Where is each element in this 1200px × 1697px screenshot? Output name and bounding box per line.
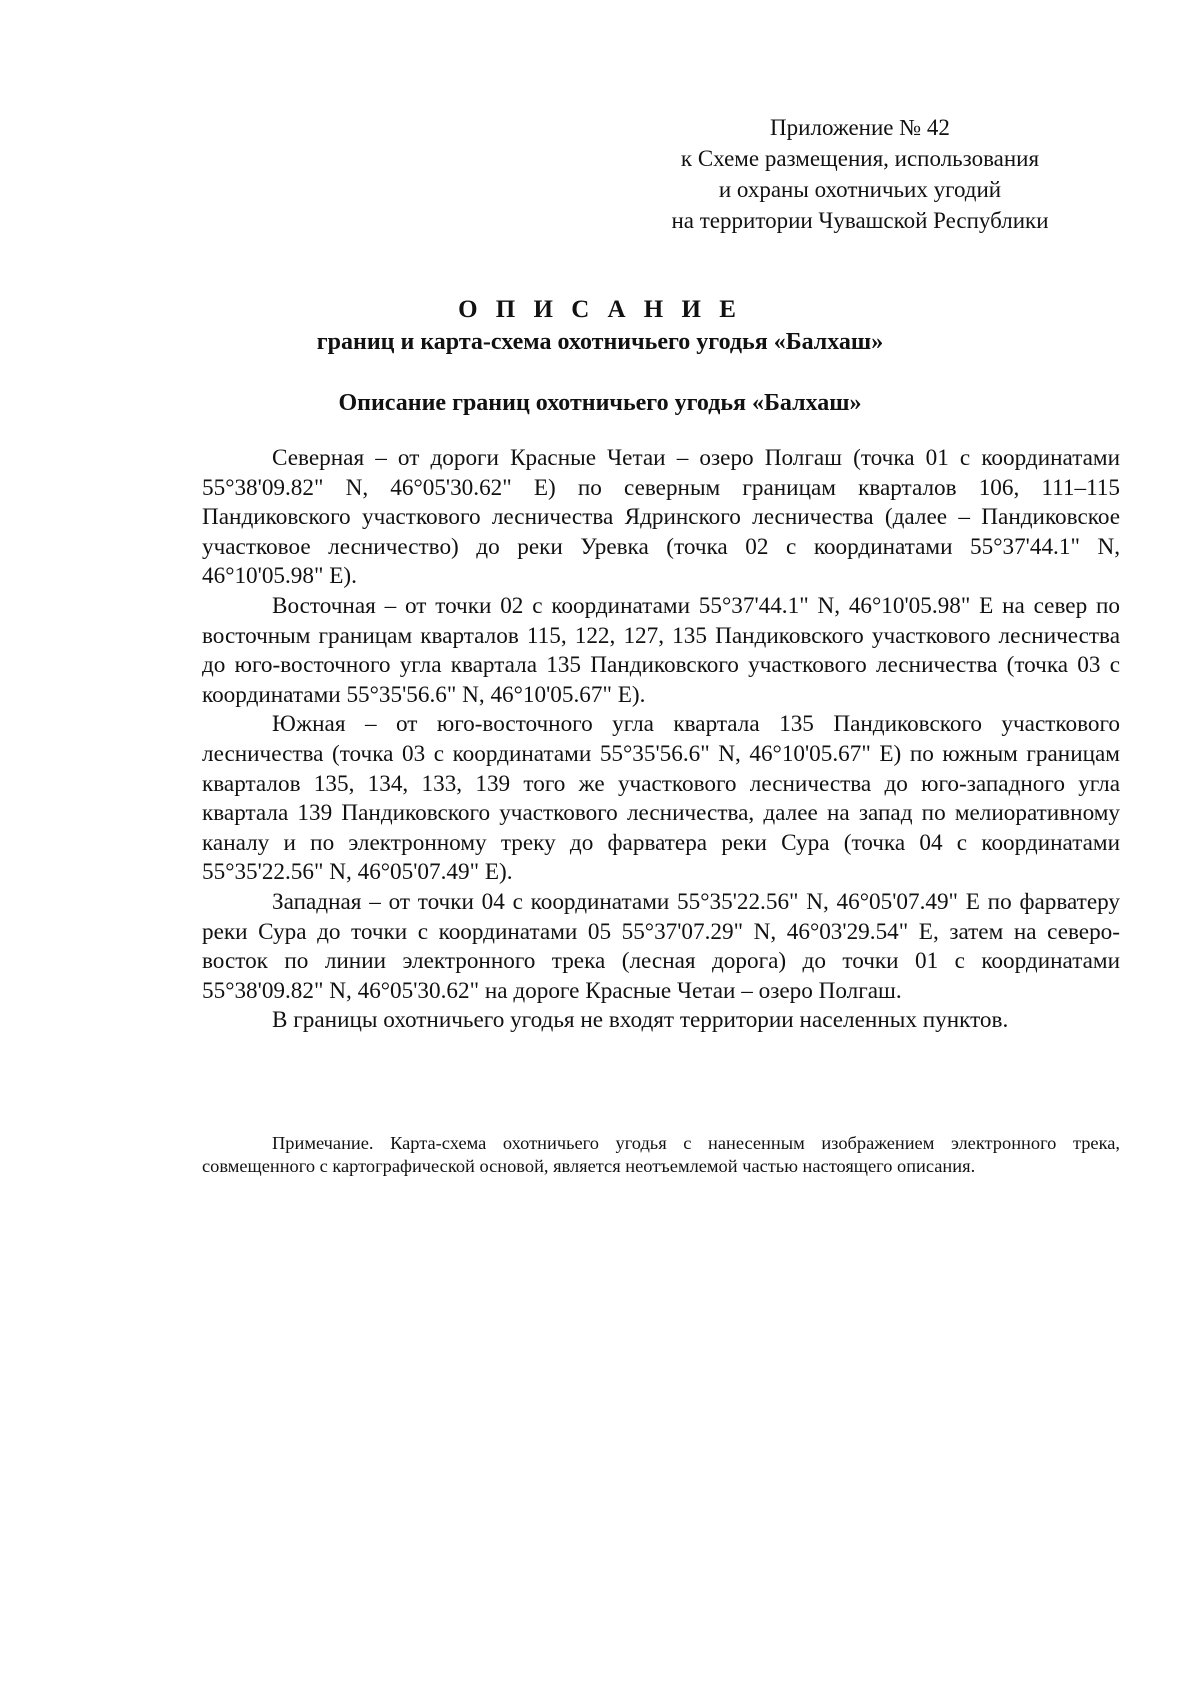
- document-body: [202, 444, 1120, 1036]
- document-title: [0, 294, 1200, 358]
- note-text: Примечание. Карта-схема охотничьего угодья с нанесенным изображением электронного трека, совмещенного с картографической основой, является неотъемлемой частью настоящего описания.: [202, 1133, 1120, 1176]
- appendix-line-4: на территории Чувашской Республики: [671, 208, 1049, 233]
- paragraph-north: Северная – от дороги Красные Четаи – озеро Полгаш (точка 01 с координатами 55°38'09.82" N, 46°05'30.62" E) по северным границам кварталов 106, 111–115 Пандиковского участкового лесничества Ядринского лесничества (далее – Пандиковское участковое лесничество) до реки Уревка (точка 02 с координатами 55°37'44.1" N, 46°10'05.98" E).: [202, 445, 1120, 590]
- appendix-line-3: и охраны охотничьих угодий: [718, 177, 1002, 202]
- paragraph-west: Западная – от точки 04 с координатами 55°35'22.56" N, 46°05'07.49" E по фарватеру реки Сура до точки с координатами 05 55°37'07.29" N, 46°03'29.54" E, затем на северо-восток по линии электронного трека (лесная дорога) до точки 01 с координатами 55°38'09.82" N, 46°05'30.62" на дороге Красные Четаи – озеро Полгаш.: [202, 888, 1120, 1004]
- paragraph-east: Восточная – от точки 02 с координатами 55°37'44.1" N, 46°10'05.98" E на север по восточным границам кварталов 115, 122, 127, 135 Пандиковского участкового лесничества до юго-восточного угла квартала 135 Пандиковского участкового лесничества (точка 03 с координатами 55°35'56.6" N, 46°10'05.67" E).: [202, 592, 1120, 708]
- paragraph-exclusion: В границы охотничьего угодья не входят территории населенных пунктов.: [272, 1007, 1009, 1034]
- title-main: О П И С А Н И Е: [458, 296, 742, 323]
- appendix-header: [600, 112, 1120, 236]
- section-title: Описание границ охотничьего угодья «Балхаш»: [338, 390, 862, 416]
- appendix-line-1: Приложение № 42: [770, 115, 950, 140]
- title-sub: границ и карта-схема охотничьего угодья «Балхаш»: [316, 329, 884, 355]
- appendix-line-2: к Схеме размещения, использования: [680, 146, 1040, 171]
- footnote: [202, 1132, 1120, 1178]
- paragraph-south: Южная – от юго-восточного угла квартала 135 Пандиковского участкового лесничества (точка 03 с координатами 55°35'56.6" N, 46°10'05.67" E) по южным границам кварталов 135, 134, 133, 139 того же участкового лесничества до юго-западного угла квартала 139 Пандиковского участкового лесничества, далее на запад по мелиоративному каналу и по электронному треку до фарватера реки Сура (точка 04 с координатами 55°35'22.56" N, 46°05'07.49" E).: [202, 711, 1120, 886]
